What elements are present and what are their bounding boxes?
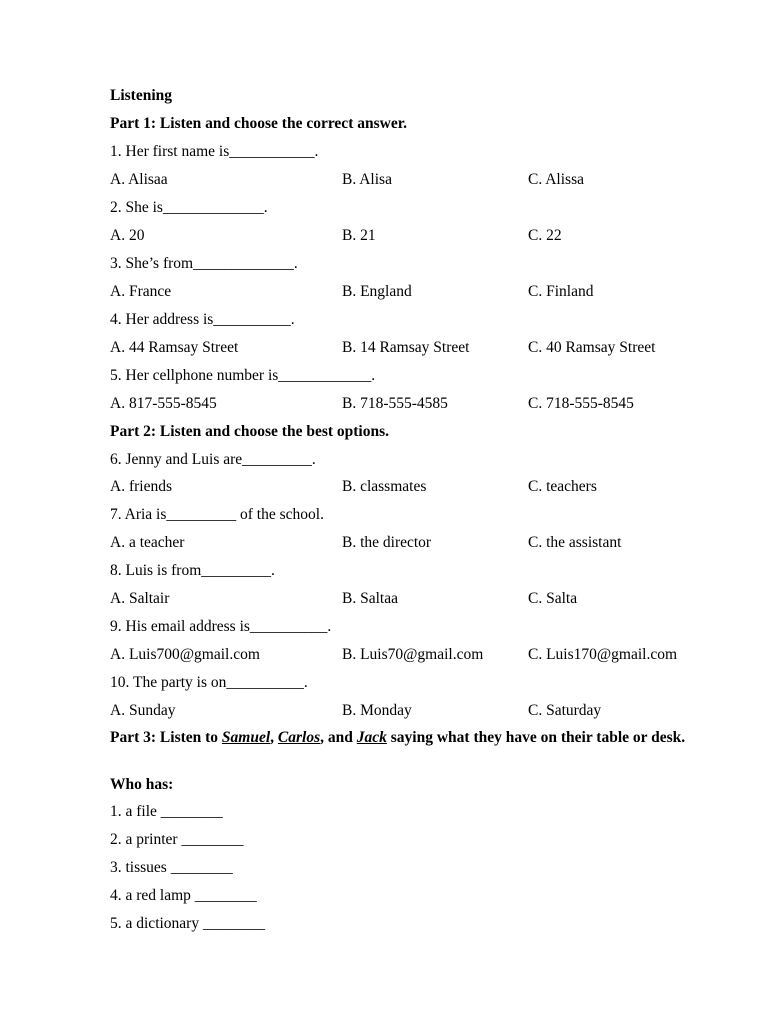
option-b: B. Luis70@gmail.com xyxy=(342,646,484,663)
question-10: 10. The party is on__________. xyxy=(110,674,308,691)
option-a: A. 20 xyxy=(110,227,145,244)
question-4: 4. Her address is__________. xyxy=(110,311,295,328)
option-a: A. Luis700@gmail.com xyxy=(110,646,260,663)
option-c: C. Saturday xyxy=(528,702,602,719)
option-c: C. 718-555-8545 xyxy=(528,395,634,412)
part3-heading-start: Part 3: Listen to xyxy=(110,729,222,746)
option-b: B. Alisa xyxy=(342,171,392,188)
question-5: 5. Her cellphone number is____________. xyxy=(110,367,376,384)
who-has-label: Who has: xyxy=(110,776,174,793)
option-b: B. England xyxy=(342,283,412,300)
option-c: C. 40 Ramsay Street xyxy=(528,339,656,356)
option-c: C. Alissa xyxy=(528,171,584,188)
part3-separator: , and xyxy=(320,729,357,746)
option-a: A. Sunday xyxy=(110,702,176,719)
part3-item-5: 5. a dictionary ________ xyxy=(110,915,265,932)
option-b: B. the director xyxy=(342,534,432,551)
option-c: C. Salta xyxy=(528,590,578,607)
option-b: B. classmates xyxy=(342,478,427,495)
option-a: A. friends xyxy=(110,478,172,495)
option-a: A. Alisaa xyxy=(110,171,168,188)
part3-heading xyxy=(110,729,712,747)
option-c: C. teachers xyxy=(528,478,597,495)
part1-heading: Part 1: Listen and choose the correct answer. xyxy=(110,115,408,132)
option-b: B. 21 xyxy=(342,227,376,244)
speaker-name-jack: Jack xyxy=(356,729,387,746)
option-c: C. Finland xyxy=(528,283,594,300)
question-7: 7. Aria is_________ of the school. xyxy=(110,506,324,523)
question-3: 3. She’s from_____________. xyxy=(110,255,298,272)
part3-separator: , xyxy=(270,729,278,746)
part3-heading-end: saying what they have on their table or desk. xyxy=(386,729,686,746)
question-8: 8. Luis is from_________. xyxy=(110,562,275,579)
option-b: B. Monday xyxy=(342,702,412,719)
part3-item-3: 3. tissues ________ xyxy=(110,859,233,876)
option-b: B. 718-555-4585 xyxy=(342,395,448,412)
question-6: 6. Jenny and Luis are_________. xyxy=(110,451,316,468)
speaker-name-carlos: Carlos xyxy=(277,729,321,746)
speaker-name-samuel: Samuel xyxy=(221,729,271,746)
part3-item-1: 1. a file ________ xyxy=(110,803,223,820)
option-b: B. Saltaa xyxy=(342,590,398,607)
option-a: A. 44 Ramsay Street xyxy=(110,339,239,356)
option-a: A. France xyxy=(110,283,172,300)
option-a: A. 817-555-8545 xyxy=(110,395,217,412)
option-a: A. a teacher xyxy=(110,534,185,551)
section-title: Listening xyxy=(110,87,173,104)
option-b: B. 14 Ramsay Street xyxy=(342,339,470,356)
part3-item-4: 4. a red lamp ________ xyxy=(110,887,257,904)
option-c: C. Luis170@gmail.com xyxy=(528,646,678,663)
option-c: C. the assistant xyxy=(528,534,622,551)
question-1: 1. Her first name is___________. xyxy=(110,143,319,160)
part3-item-2: 2. a printer ________ xyxy=(110,831,244,848)
question-9: 9. His email address is__________. xyxy=(110,618,332,635)
question-2: 2. She is_____________. xyxy=(110,199,268,216)
part2-heading: Part 2: Listen and choose the best options. xyxy=(110,423,390,440)
option-c: C. 22 xyxy=(528,227,562,244)
option-a: A. Saltair xyxy=(110,590,170,607)
